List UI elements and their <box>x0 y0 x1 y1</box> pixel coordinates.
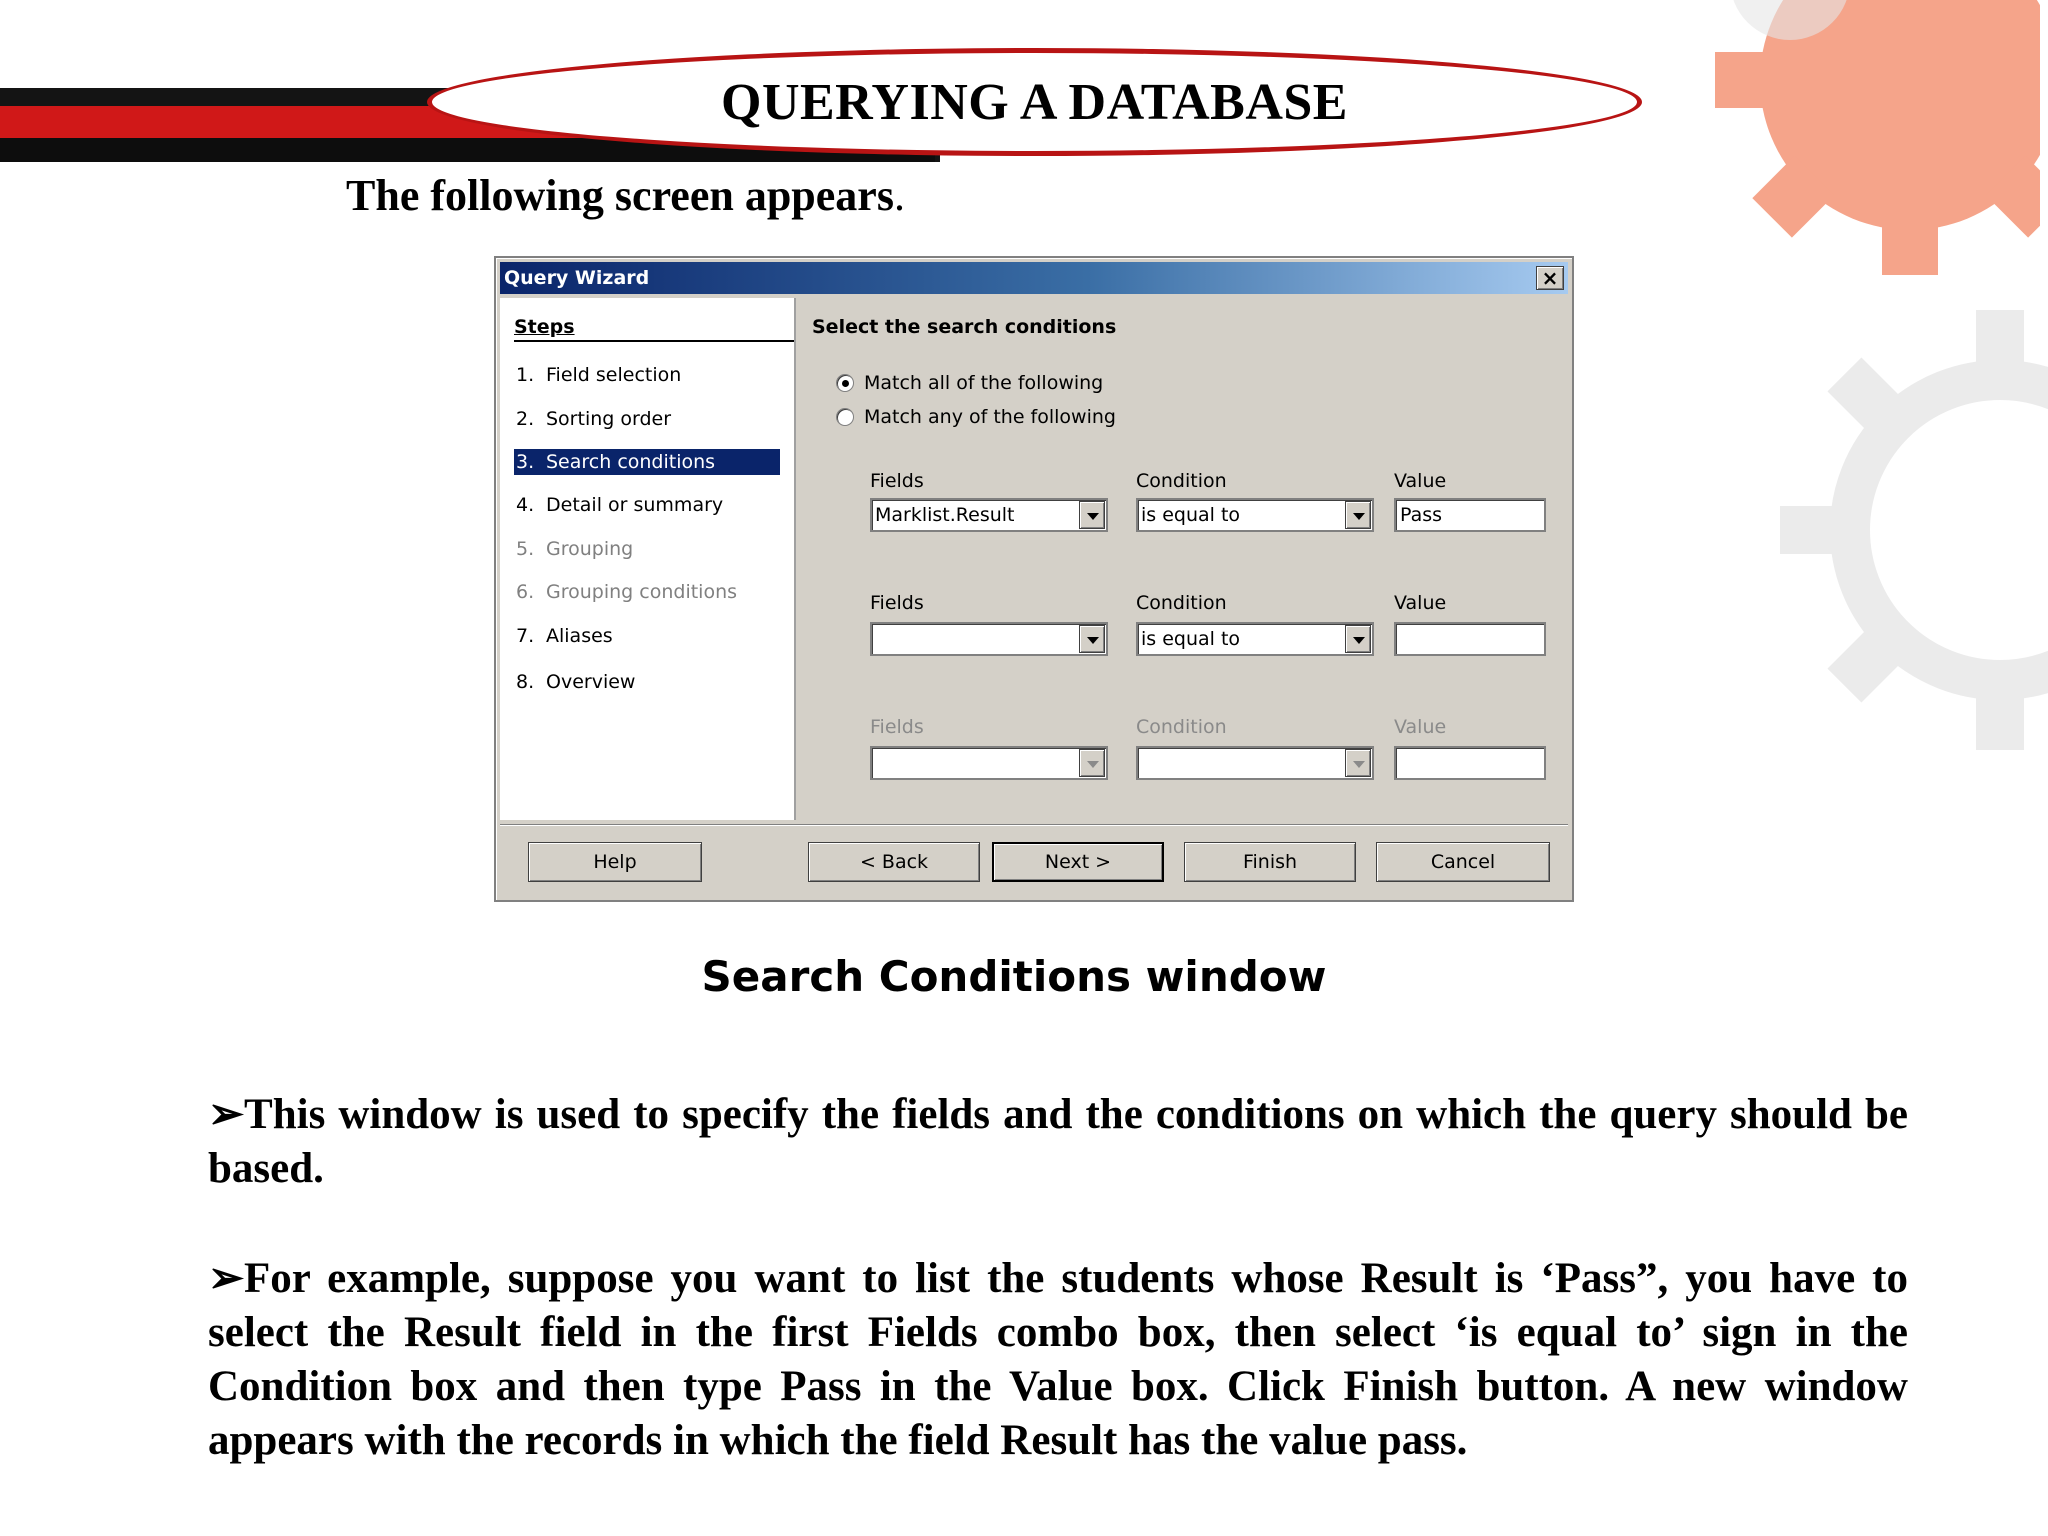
query-wizard-dialog <box>494 256 1574 902</box>
button-separator <box>500 824 1568 826</box>
value-label-2: Value <box>1394 592 1447 614</box>
value-label-3: Value <box>1394 716 1447 738</box>
dialog-title: Query Wizard <box>504 267 650 289</box>
bullet-paragraph-1: ➢This window is used to specify the fields and the conditions on which the query should be based. <box>208 1091 1908 1192</box>
value-input-1[interactable]: Pass <box>1394 498 1546 532</box>
steps-heading: Steps <box>514 316 794 342</box>
search-conditions-heading: Select the search conditions <box>812 316 1117 338</box>
condition-combo-2[interactable]: is equal to <box>1136 622 1374 656</box>
chevron-down-icon[interactable] <box>1079 501 1105 529</box>
value-label-1: Value <box>1394 470 1447 492</box>
radio-match-all[interactable]: Match all of the following <box>836 372 1103 394</box>
chevron-down-icon <box>1079 749 1105 777</box>
radio-match-any[interactable]: Match any of the following <box>836 406 1116 428</box>
condition-combo-1[interactable]: is equal to <box>1136 498 1374 532</box>
grey-gear-icon <box>1760 300 2048 760</box>
chevron-down-icon[interactable] <box>1079 625 1105 653</box>
finish-button[interactable]: Finish <box>1184 842 1356 882</box>
value-input-3 <box>1394 746 1546 780</box>
bullet-paragraph-2: ➢For example, suppose you want to list the students whose Result is ‘Pass”, you have to select the Result field in the first Fields combo box, then select ‘is equal to’ sign in the Condition box and then type Pass in the Value box. Click Finish button. A new window appears with the records in which the field Result has the value pass. <box>208 1255 1908 1464</box>
next-button[interactable]: Next > <box>992 842 1164 882</box>
fields-combo-2[interactable] <box>870 622 1108 656</box>
radio-button-unchecked[interactable] <box>836 408 854 426</box>
step-field-selection[interactable]: 1. Field selection <box>516 364 682 386</box>
condition-label-2: Condition <box>1136 592 1227 614</box>
fields-label-3: Fields <box>870 716 924 738</box>
step-grouping: 5. Grouping <box>516 538 634 560</box>
condition-label-3: Condition <box>1136 716 1227 738</box>
chevron-down-icon <box>1345 749 1371 777</box>
condition-label-1: Condition <box>1136 470 1227 492</box>
intro-text: The following screen appears. <box>346 171 905 220</box>
step-aliases[interactable]: 7. Aliases <box>516 625 613 647</box>
step-sorting-order[interactable]: 2. Sorting order <box>516 408 672 430</box>
fields-combo-1[interactable]: Marklist.Result <box>870 498 1108 532</box>
chevron-down-icon[interactable] <box>1345 625 1371 653</box>
steps-pane <box>500 298 796 820</box>
fields-combo-3 <box>870 746 1108 780</box>
chevron-down-icon[interactable] <box>1345 501 1371 529</box>
close-icon: × <box>1541 266 1559 290</box>
help-button[interactable]: Help <box>528 842 702 882</box>
condition-combo-3 <box>1136 746 1374 780</box>
back-button[interactable]: < Back <box>808 842 980 882</box>
slide-title-oval <box>427 48 1642 156</box>
figure-caption: Search Conditions window <box>701 952 1327 1001</box>
value-input-2[interactable] <box>1394 622 1546 656</box>
step-grouping-conditions: 6. Grouping conditions <box>516 581 738 603</box>
slide-title: QUERYING A DATABASE <box>721 73 1348 131</box>
step-detail-or-summary[interactable]: 4. Detail or summary <box>516 494 724 516</box>
step-overview[interactable]: 8. Overview <box>516 671 636 693</box>
fields-label-1: Fields <box>870 470 924 492</box>
step-search-conditions[interactable]: 3. Search conditions <box>514 449 780 475</box>
dialog-titlebar[interactable] <box>500 262 1568 294</box>
radio-button-checked[interactable] <box>836 374 854 392</box>
close-button[interactable] <box>1536 266 1564 290</box>
fields-label-2: Fields <box>870 592 924 614</box>
cancel-button[interactable]: Cancel <box>1376 842 1550 882</box>
